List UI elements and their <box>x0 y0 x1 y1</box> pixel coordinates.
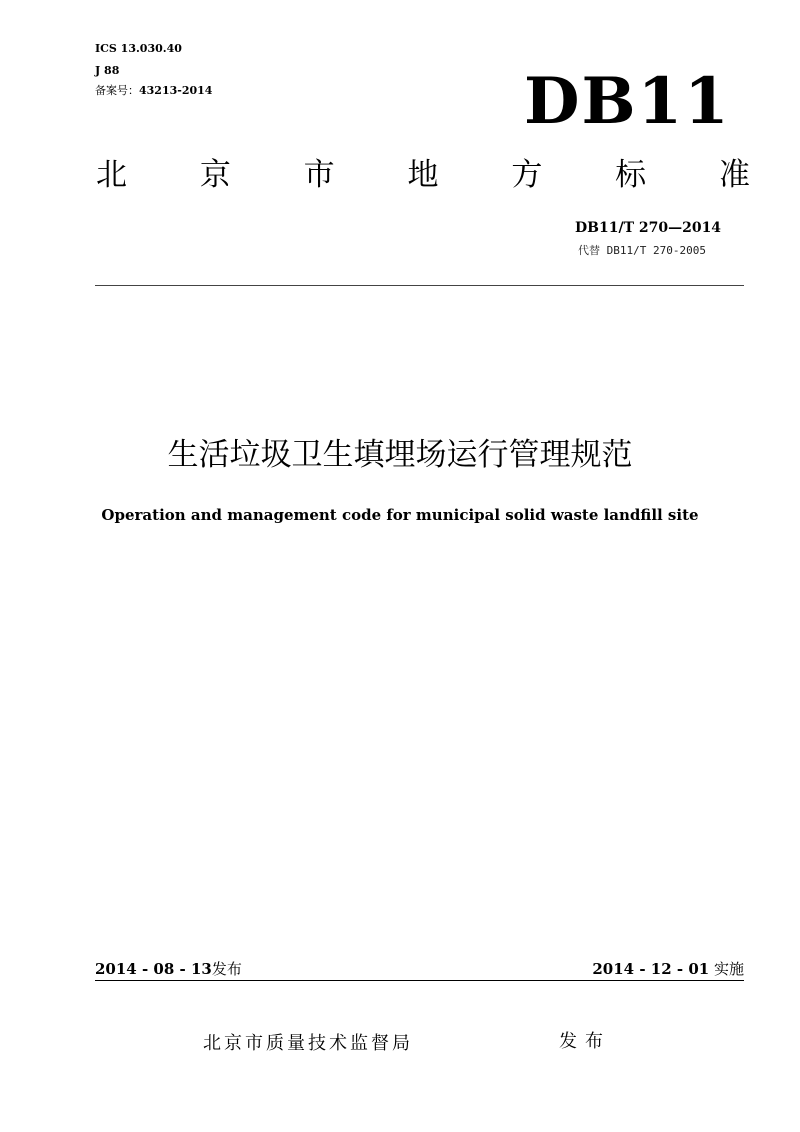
standard-number: DB11/T 270—2014 <box>575 220 722 236</box>
title-english: Operation and management code for municipal solid waste landfill site <box>101 506 699 524</box>
implement-label: 实施 <box>713 960 744 978</box>
issuing-authority: 北京市质量技术监督局 <box>203 1033 413 1054</box>
record-number-value: 43213-2014 <box>139 84 213 97</box>
publish-label: 发布 <box>211 960 242 978</box>
heading-char: 准 <box>718 157 750 193</box>
publish-date: 2014 - 08 - 13 <box>95 960 212 978</box>
implement-date: 2014 - 12 - 01 <box>592 960 710 978</box>
record-number <box>95 84 212 97</box>
heading-char: 京 <box>199 157 231 193</box>
record-label: 备案号： <box>95 84 139 97</box>
issue-label: 发布 <box>559 1031 611 1052</box>
title-chinese: 生活垃圾卫生填埋场运行管理规范 <box>167 437 633 473</box>
bottom-divider <box>95 980 744 981</box>
heading-char: 北 <box>96 157 127 193</box>
ics-code: ICS 13.030.40 <box>95 42 182 55</box>
db-logo: DB11 <box>524 64 731 139</box>
heading-char: 市 <box>303 157 335 193</box>
top-divider <box>95 285 744 286</box>
publish-date-line <box>95 958 242 980</box>
classification-code: J 88 <box>95 64 120 77</box>
heading-char: 标 <box>615 157 647 193</box>
heading-char: 方 <box>511 157 543 193</box>
replaces-standard: 代替 DB11/T 270-2005 <box>578 244 706 257</box>
local-standard-heading <box>96 155 750 195</box>
implement-date-line <box>592 958 744 980</box>
heading-char: 地 <box>407 157 439 193</box>
